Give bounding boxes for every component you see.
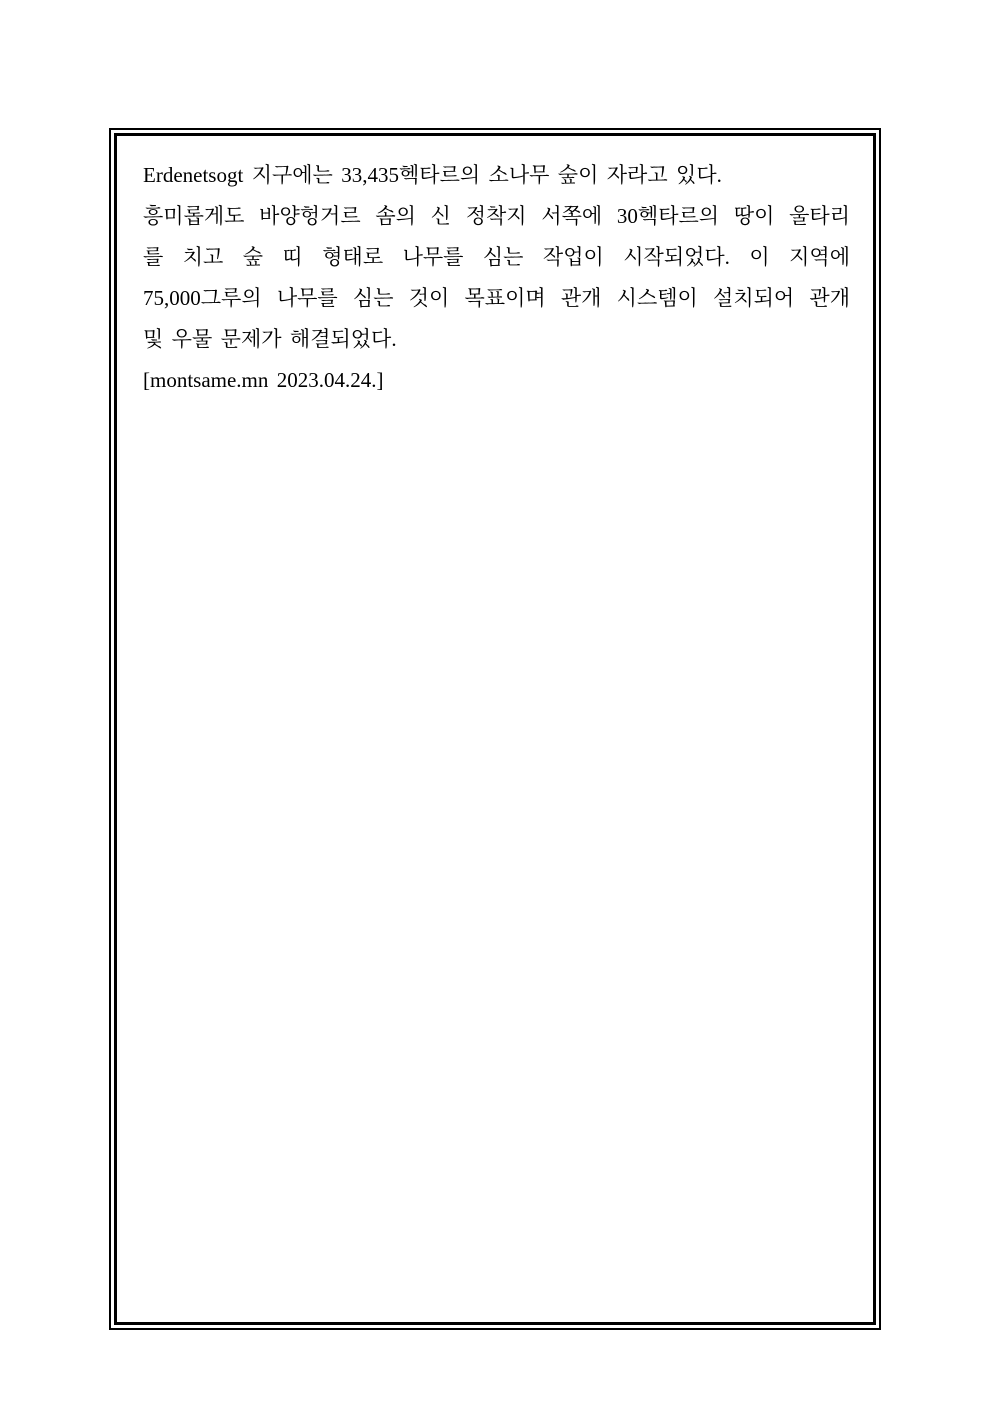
paragraph-2-line-4: 및 우물 문제가 해결되었다. <box>143 327 397 351</box>
article-text <box>143 155 850 401</box>
paragraph-2-line-3: 75,000그루의 나무를 심는 것이 목표이며 관개 시스템이 설치되어 관개 <box>143 286 850 310</box>
paragraph-2-line-2: 를 치고 숲 띠 형태로 나무를 심는 작업이 시작되었다. 이 지역에 <box>143 245 850 269</box>
paragraph-2-line-1: 흥미롭게도 바양헝거르 솜의 신 정착지 서쪽에 30헥타르의 땅이 울타리 <box>143 204 850 228</box>
paragraph-1-line: Erdenetsogt 지구에는 33,435헥타르의 소나무 숲이 자라고 있다. <box>143 163 722 187</box>
source-citation: [montsame.mn 2023.04.24.] <box>143 368 384 392</box>
